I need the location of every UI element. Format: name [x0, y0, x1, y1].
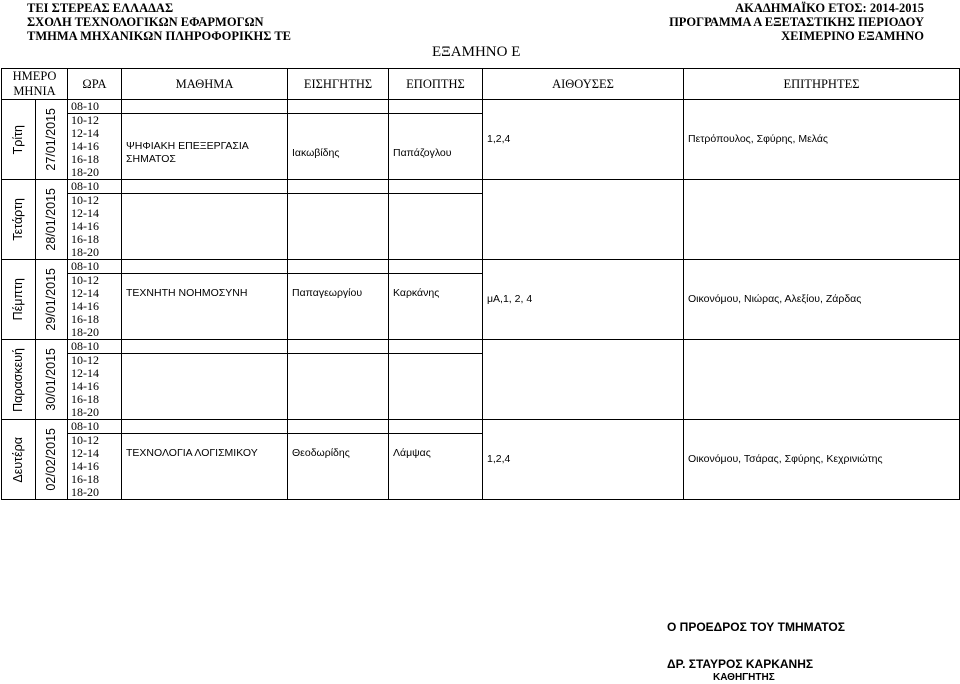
date-label: 28/01/2015: [44, 188, 58, 251]
schedule-body: [2, 100, 960, 500]
supervisor-name: Παπάζογλου: [389, 140, 483, 166]
time-slot: 10-12: [68, 114, 122, 128]
table-row: [2, 260, 960, 274]
rooms-cell: μΑ,1, 2, 4: [483, 260, 684, 340]
supervisor-column-header: ΕΠΟΠΤΗΣ: [389, 69, 483, 100]
invigilators-cell: Πετρόπουλος, Σφύρης, Μελάς: [684, 100, 960, 180]
time-slot: 12-14: [68, 127, 122, 140]
time-slot: 18-20: [68, 326, 122, 340]
day-label: Πέμπτη: [11, 278, 25, 321]
day-cell: [2, 340, 36, 420]
exam-program-title: ΠΡΟΓΡΑΜΜΑ Α ΕΞΕΤΑΣΤΙΚΗΣ ΠΕΡΙΟΔΟΥ: [669, 15, 924, 29]
day-cell: [2, 260, 36, 340]
date-cell: [36, 420, 68, 500]
date-cell: [36, 340, 68, 420]
table-row: [2, 180, 960, 194]
time-slot: 08-10: [68, 100, 122, 114]
time-slot: 14-16: [68, 220, 122, 233]
date-label: 29/01/2015: [44, 268, 58, 331]
course-name: ΤΕΧΝΟΛΟΓΙΑ ΛΟΓΙΣΜΙΚΟΥ: [122, 447, 288, 460]
institution-name: ΤΕΙ ΣΤΕΡΕΑΣ ΕΛΛΑΔΑΣ: [27, 1, 174, 15]
president-title: Ο ΠΡΟΕΔΡΟΣ ΤΟΥ ΤΜΗΜΑΤΟΣ: [667, 620, 845, 634]
time-slot: 08-10: [68, 260, 122, 274]
program-header: [669, 1, 924, 43]
invigilators-cell: [684, 340, 960, 420]
time-slot: 14-16: [68, 140, 122, 153]
time-slot: 18-20: [68, 246, 122, 260]
table-row: [2, 340, 960, 354]
course-name: ΨΗΦΙΑΚΗ ΕΠΕΞΕΡΓΑΣΙΑ ΣΗΜΑΤΟΣ: [122, 140, 288, 166]
time-slot: 16-18: [68, 313, 122, 326]
time-slot: 16-18: [68, 393, 122, 406]
time-slot: 18-20: [68, 406, 122, 420]
time-slot: 12-14: [68, 447, 122, 460]
instructor-name: Παπαγεωργίου: [288, 287, 389, 300]
time-slot: 16-18: [68, 233, 122, 246]
invigilators-cell: Οικονόμου, Τσάρας, Σφύρης, Κεχρινιώτης: [684, 420, 960, 500]
rooms-column-header: ΑΙΘΟΥΣΕΣ: [483, 69, 684, 100]
date-column-header: ΗΜΕΡΟ ΜΗΝΙΑ: [2, 69, 68, 100]
time-slot: 10-12: [68, 434, 122, 448]
time-slot: 10-12: [68, 194, 122, 208]
date-cell: [36, 260, 68, 340]
date-cell: [36, 180, 68, 260]
president-name: ΔΡ. ΣΤΑΥΡΟΣ ΚΑΡΚΑΝΗΣ: [667, 657, 814, 671]
supervisor-name: Καρκάνης: [389, 287, 483, 300]
course-name: ΤΕΧΝΗΤΗ ΝΟΗΜΟΣΥΝΗ: [122, 287, 288, 300]
day-cell: [2, 180, 36, 260]
time-slot: 16-18: [68, 153, 122, 166]
time-slot: 18-20: [68, 486, 122, 500]
table-header-row: [2, 69, 960, 100]
day-label: Τετάρτη: [11, 198, 25, 241]
department-name: ΤΜΗΜΑ ΜΗΧΑΝΙΚΩΝ ΠΛΗΡΟΦΟΡΙΚΗΣ ΤΕ: [27, 29, 292, 43]
semester-season: ΧΕΙΜΕΡΙΝΟ ΕΞΑΜΗΝΟ: [781, 29, 924, 43]
invigilators-column-header: ΕΠΙΤΗΡΗΤΕΣ: [684, 69, 960, 100]
day-label: Τρίτη: [11, 124, 25, 155]
time-slot: 10-12: [68, 354, 122, 368]
time-slot: 08-10: [68, 180, 122, 194]
semester-title: ΕΞΑΜΗΝΟ Ε: [432, 44, 521, 60]
rooms-cell: [483, 340, 684, 420]
time-slot: 08-10: [68, 420, 122, 434]
president-role: ΚΑΘΗΓΗΤΗΣ: [713, 672, 775, 683]
academic-year: ΑΚΑΔΗΜΑΪΚΟ ΕΤΟΣ: 2014-2015: [735, 1, 924, 15]
table-row: [2, 420, 960, 434]
date-cell: [36, 100, 68, 180]
rooms-cell: 1,2,4: [483, 420, 684, 500]
time-slot: 14-16: [68, 460, 122, 473]
date-label: 02/02/2015: [44, 428, 58, 491]
invigilators-cell: Οικονόμου, Νιώρας, Αλεξίου, Ζάρδας: [684, 260, 960, 340]
rooms-cell: 1,2,4: [483, 100, 684, 180]
time-slot: 14-16: [68, 380, 122, 393]
instructor-column-header: ΕΙΣΗΓΗΤΗΣ: [288, 69, 389, 100]
school-name: ΣΧΟΛΗ ΤΕΧΝΟΛΟΓΙΚΩΝ ΕΦΑΡΜΟΓΩΝ: [27, 15, 264, 29]
time-slot: 12-14: [68, 367, 122, 380]
time-slot: 08-10: [68, 340, 122, 354]
time-slot: 18-20: [68, 166, 122, 180]
instructor-name: Θεοδωρίδης: [288, 447, 389, 460]
rooms-cell: [483, 180, 684, 260]
date-label: 30/01/2015: [44, 348, 58, 411]
supervisor-name: Λάμψας: [389, 447, 483, 460]
time-slot: 16-18: [68, 473, 122, 486]
exam-schedule-table: [1, 68, 960, 500]
course-column-header: ΜΑΘΗΜΑ: [122, 69, 288, 100]
table-row: [2, 100, 960, 114]
time-slot: 12-14: [68, 287, 122, 300]
time-column-header: ΩΡΑ: [68, 69, 122, 100]
invigilators-cell: [684, 180, 960, 260]
day-label: Παρασκευή: [11, 347, 25, 412]
instructor-name: Ιακωβίδης: [288, 140, 389, 166]
time-slot: 12-14: [68, 207, 122, 220]
day-cell: [2, 100, 36, 180]
time-slot: 14-16: [68, 300, 122, 313]
date-label: 27/01/2015: [44, 108, 58, 171]
day-cell: [2, 420, 36, 500]
institution-header: [27, 1, 291, 43]
time-slot: 10-12: [68, 274, 122, 288]
day-label: Δευτέρα: [11, 436, 25, 483]
